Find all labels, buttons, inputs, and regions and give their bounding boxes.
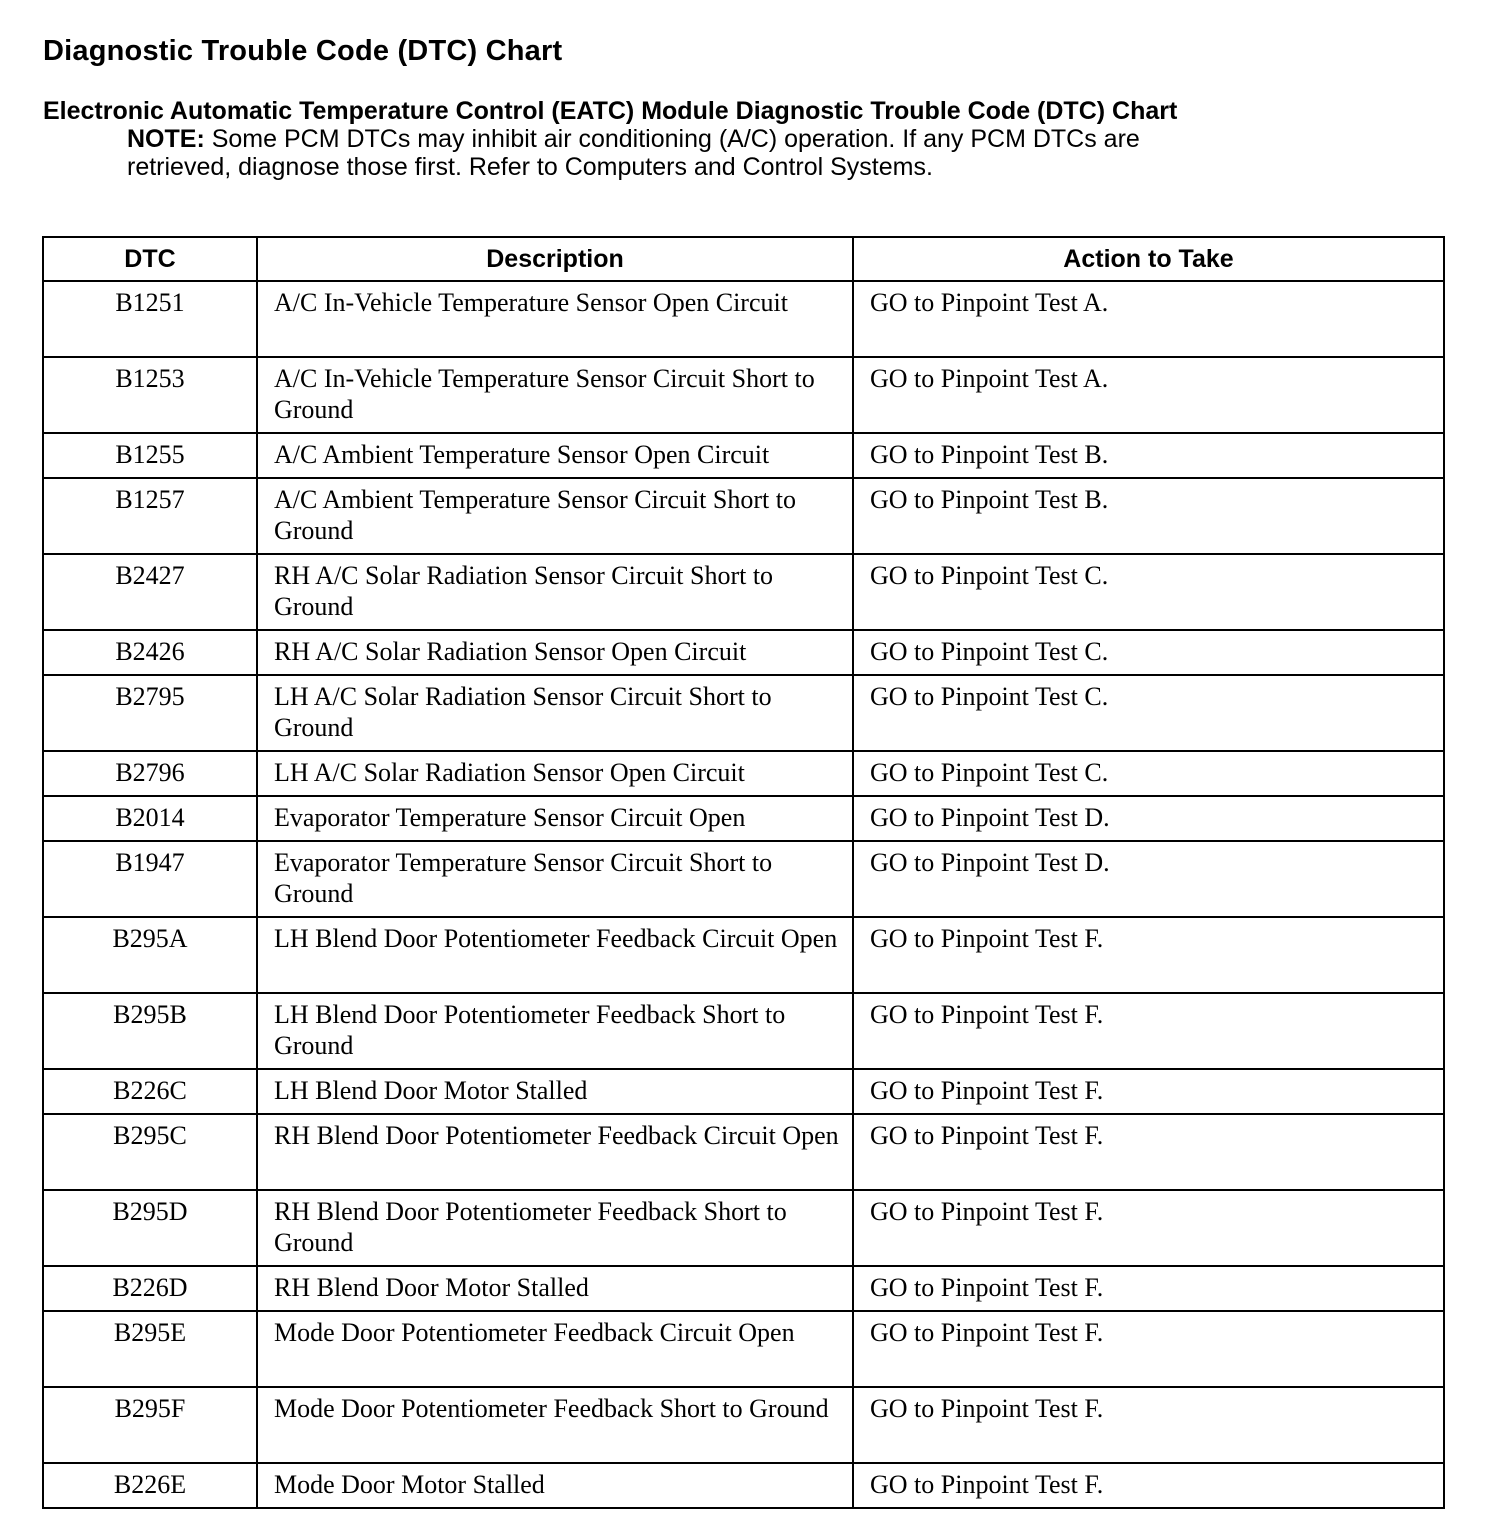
note-text-1: Some PCM DTCs may inhibit air conditioning (A/C) operation. If any PCM DTCs are [204, 125, 1140, 153]
section-title: Electronic Automatic Temperature Control (EATC) Module Diagnostic Trouble Code (DTC) Chart [43, 97, 1178, 125]
description-cell: Mode Door Motor Stalled [257, 1463, 853, 1508]
description-cell: LH Blend Door Potentiometer Feedback Circuit Open [257, 917, 853, 993]
dtc-code-cell: B2796 [43, 751, 257, 796]
description-cell: A/C Ambient Temperature Sensor Circuit Short to Ground [257, 478, 853, 554]
description-cell: LH A/C Solar Radiation Sensor Open Circuit [257, 751, 853, 796]
action-cell: GO to Pinpoint Test F. [853, 1387, 1444, 1463]
table-row [43, 1387, 1444, 1463]
action-cell: GO to Pinpoint Test B. [853, 433, 1444, 478]
note-line-1 [127, 125, 1327, 153]
column-header-description: Description [257, 237, 853, 281]
description-cell: Evaporator Temperature Sensor Circuit Short to Ground [257, 841, 853, 917]
table-row [43, 1266, 1444, 1311]
action-cell: GO to Pinpoint Test A. [853, 357, 1444, 433]
action-cell: GO to Pinpoint Test F. [853, 1190, 1444, 1266]
table-row [43, 796, 1444, 841]
action-cell: GO to Pinpoint Test F. [853, 917, 1444, 993]
description-cell: LH Blend Door Potentiometer Feedback Short to Ground [257, 993, 853, 1069]
table-row [43, 1463, 1444, 1508]
table-header-row [43, 237, 1444, 281]
description-cell: Mode Door Potentiometer Feedback Circuit Open [257, 1311, 853, 1387]
dtc-code-cell: B1255 [43, 433, 257, 478]
table-row [43, 1114, 1444, 1190]
dtc-table [42, 236, 1445, 1509]
dtc-code-cell: B295C [43, 1114, 257, 1190]
table-row [43, 433, 1444, 478]
table-row [43, 1311, 1444, 1387]
action-cell: GO to Pinpoint Test F. [853, 1266, 1444, 1311]
action-cell: GO to Pinpoint Test C. [853, 751, 1444, 796]
action-cell: GO to Pinpoint Test F. [853, 993, 1444, 1069]
table-row [43, 478, 1444, 554]
description-cell: RH A/C Solar Radiation Sensor Open Circuit [257, 630, 853, 675]
table-row [43, 1190, 1444, 1266]
description-cell: LH Blend Door Motor Stalled [257, 1069, 853, 1114]
action-cell: GO to Pinpoint Test D. [853, 841, 1444, 917]
table-row [43, 357, 1444, 433]
description-cell: LH A/C Solar Radiation Sensor Circuit Short to Ground [257, 675, 853, 751]
table-row [43, 993, 1444, 1069]
table-body [43, 281, 1444, 1508]
dtc-code-cell: B226C [43, 1069, 257, 1114]
dtc-code-cell: B1947 [43, 841, 257, 917]
action-cell: GO to Pinpoint Test F. [853, 1114, 1444, 1190]
action-cell: GO to Pinpoint Test A. [853, 281, 1444, 357]
table-row [43, 554, 1444, 630]
description-cell: A/C Ambient Temperature Sensor Open Circuit [257, 433, 853, 478]
table-row [43, 751, 1444, 796]
dtc-code-cell: B295B [43, 993, 257, 1069]
action-cell: GO to Pinpoint Test C. [853, 554, 1444, 630]
description-cell: RH Blend Door Potentiometer Feedback Short to Ground [257, 1190, 853, 1266]
description-cell: RH Blend Door Motor Stalled [257, 1266, 853, 1311]
description-cell: A/C In-Vehicle Temperature Sensor Circuit Short to Ground [257, 357, 853, 433]
dtc-code-cell: B2014 [43, 796, 257, 841]
action-cell: GO to Pinpoint Test C. [853, 675, 1444, 751]
action-cell: GO to Pinpoint Test C. [853, 630, 1444, 675]
note-line-2: retrieved, diagnose those first. Refer to Computers and Control Systems. [127, 153, 933, 181]
dtc-code-cell: B295E [43, 1311, 257, 1387]
note-block [127, 125, 1327, 181]
column-header-dtc: DTC [43, 237, 257, 281]
table-row [43, 281, 1444, 357]
dtc-code-cell: B295D [43, 1190, 257, 1266]
dtc-code-cell: B295F [43, 1387, 257, 1463]
table-row [43, 841, 1444, 917]
action-cell: GO to Pinpoint Test F. [853, 1463, 1444, 1508]
description-cell: Evaporator Temperature Sensor Circuit Open [257, 796, 853, 841]
table-row [43, 675, 1444, 751]
description-cell: Mode Door Potentiometer Feedback Short to Ground [257, 1387, 853, 1463]
column-header-action: Action to Take [853, 237, 1444, 281]
table-row [43, 630, 1444, 675]
dtc-code-cell: B226D [43, 1266, 257, 1311]
description-cell: RH A/C Solar Radiation Sensor Circuit Short to Ground [257, 554, 853, 630]
description-cell: RH Blend Door Potentiometer Feedback Circuit Open [257, 1114, 853, 1190]
dtc-code-cell: B1251 [43, 281, 257, 357]
action-cell: GO to Pinpoint Test B. [853, 478, 1444, 554]
dtc-code-cell: B226E [43, 1463, 257, 1508]
action-cell: GO to Pinpoint Test F. [853, 1069, 1444, 1114]
description-cell: A/C In-Vehicle Temperature Sensor Open Circuit [257, 281, 853, 357]
table-row [43, 1069, 1444, 1114]
dtc-code-cell: B295A [43, 917, 257, 993]
dtc-code-cell: B2426 [43, 630, 257, 675]
dtc-code-cell: B1257 [43, 478, 257, 554]
page-title: Diagnostic Trouble Code (DTC) Chart [43, 35, 563, 68]
action-cell: GO to Pinpoint Test D. [853, 796, 1444, 841]
note-label: NOTE: [127, 125, 205, 153]
table-row [43, 917, 1444, 993]
action-cell: GO to Pinpoint Test F. [853, 1311, 1444, 1387]
dtc-code-cell: B1253 [43, 357, 257, 433]
dtc-code-cell: B2795 [43, 675, 257, 751]
dtc-code-cell: B2427 [43, 554, 257, 630]
